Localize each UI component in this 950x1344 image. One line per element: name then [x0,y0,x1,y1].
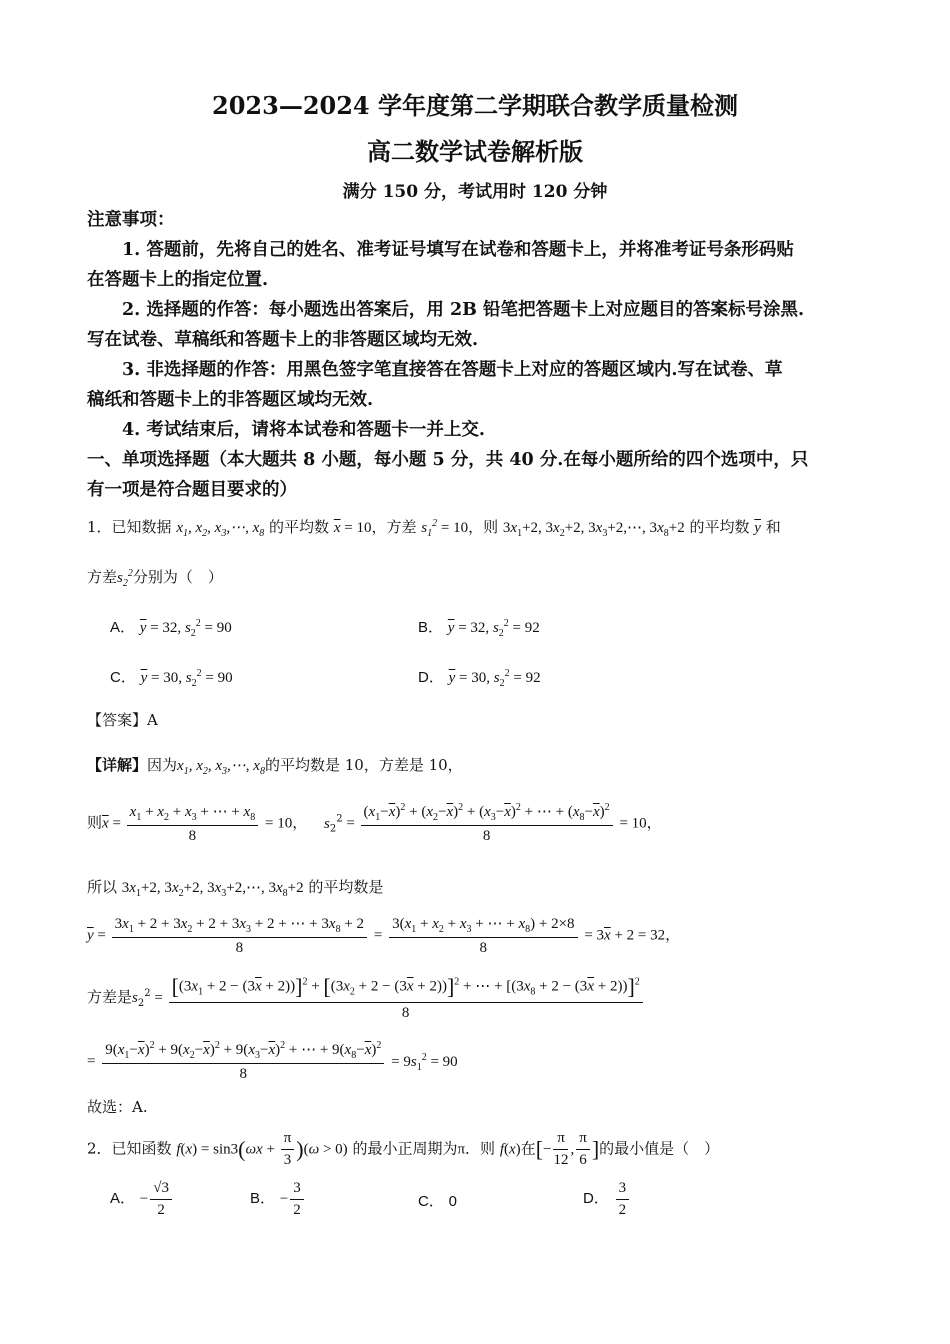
q1-choose: 故选：A. [87,1098,148,1116]
q1-so-text: 所以 [87,878,118,896]
q1-option-c-label: C． [110,669,136,686]
q1-line2-a: 方差 [87,568,118,586]
q2-option-d-value: $\frac{3}{2}$ [614,1191,632,1207]
note-2-line-2: 写在试卷、草稿纸和答题卡上的非答题区域均无效. [87,330,479,350]
note-1-line-2: 在答题卡上的指定位置. [87,270,269,290]
exam-title: 2023—2024 学年度第二学期联合教学质量检测 [212,91,738,120]
q1-var-text: ，方差 [371,518,417,536]
note-4: 4. 考试结束后，请将本试卷和答题卡一并上交. [122,420,485,440]
q1-option-a-value: $\overline{y} = 32$, $s_2^2 = 90$ [139,618,232,639]
q2-option-c[interactable] [418,1190,457,1211]
q1-option-a-label: A． [110,619,136,636]
q1-line2-b: 分别为（ ） [132,568,223,586]
q2-option-c-label: C． [418,1193,444,1210]
q1-then-text: ，则 [468,518,499,536]
note-3-line-2: 稿纸和答题卡上的非答题区域均无效. [87,390,374,410]
q1-option-d-label: D． [418,669,444,686]
q1-intro: 1．已知数据 [87,518,172,536]
q1-new-variance-formula: 方差是$s_2^2$ = $[(3x_1 + 2 - (3\overline{x} + 2))]^2 + [(3x_2 + 2 - (3\overline{x} + 2))]^2$ + ⋯ + $[(3x_8 + 2 - (3\overline{x} + 2))]^2$ 8 [87,974,645,1022]
q2-stem: 2．已知函数 f(x) = sin3(ωx + $\frac{\pi}{3}$ )(ω > 0) 的最小正周期为π．则 f(x)在[− $\frac{\pi}{12}$ , $\frac{\pi}{6}$ ]的最小值是（ ） [87,1130,720,1168]
q1-option-b[interactable] [418,616,540,639]
q2-option-b-value: − $\frac{3}{2}$ [280,1191,306,1207]
q1-option-c-value: $\overline{y} = 30$, $s_2^2 = 90$ [140,668,233,689]
q1-answer: 【答案】A [87,711,158,729]
q1-option-a[interactable] [110,616,232,639]
q2-then: ．则 [465,1139,496,1158]
q2-end: 的最小值是（ ） [599,1139,720,1158]
q1-detail-b: 的平均数是 10，方差是 10， [264,756,463,774]
note-1-line-1: 1. 答题前，先将自己的姓名、准考证号填写在试卷和答题卡上，并将准考证号条形码贴 [122,240,794,260]
q2-option-a-label: A． [110,1189,136,1207]
score-info: 满分 150 分，考试用时 120 分钟 [342,182,608,202]
q1-option-c[interactable] [110,666,233,689]
q2-option-c-value: 0 [448,1193,457,1210]
q1-option-d[interactable] [418,666,541,689]
q1-option-d-value: $\overline{y} = 30$, $s_2^2 = 92$ [448,668,541,689]
q1-stem-line-2: 方差$s_2^2$分别为（ ） [87,568,223,589]
q2-option-d[interactable] [583,1180,631,1219]
q1-new-mean-formula: $\overline{y}$ = $\frac{3x_1 + 2 + 3x_2 + 2 + 3x_3 + 2 + \cdots + 3x_8 + 2}{8}$ = $\frac{3(x_1 + x_2 + x_3 + \cdots + x_8) + 2\times 8}{8}$ = $3\overline{x} + 2 = 32$， [87,916,681,956]
note-3-line-1: 3. 非选择题的作答：用黑色签字笔直接答在答题卡上对应的答题区域内.写在试卷、草 [122,360,783,380]
q2-option-b[interactable] [250,1180,306,1219]
q1-option-b-value: $\overline{y} = 32$, $s_2^2 = 92$ [447,618,540,639]
q1-detail-a: 因为 [147,756,178,774]
q2-in: 在 [520,1139,536,1158]
q1-so-line: 所以 $3x_1+2$, $3x_2+2$, $3x_3+2,\cdots$, $3x_8+2$ 的平均数是 [87,878,384,899]
q1-and-text: 和 [765,518,781,536]
q1-then: 则 [87,813,103,832]
q1-mean-formula: 则$\overline{x}$ = $\frac{x_1 + x_2 + x_3 + \cdots + x_8}{8}$ = 10， $s_2^2$ = $\frac{(x_1-\overline{x})^2 + (x_2-\overline{x})^2 + (x_3-\overline{x})^2 + \cdots + (x_8-\overline{x})^2}{8}$ = 10， [87,802,662,844]
q1-option-b-label: B． [418,619,444,636]
q2-option-b-label: B． [250,1189,276,1207]
q1-so-end: 的平均数是 [308,878,384,896]
q2-mid: 的最小正周期为 [352,1139,458,1158]
exam-subtitle: 高二数学试卷解析版 [367,137,583,166]
q2-option-d-label: D． [583,1189,609,1207]
q2-intro: 2．已知函数 [87,1139,172,1158]
q1-detail-line-1: 【详解】因为$x_1$, $x_2$, $x_3,\cdots$, $x_8$的平均数是 10，方差是 10， [87,756,463,777]
q1-end-text: 的平均数 [689,518,750,536]
q2-option-a-value: − $\frac{√3}{2}$ [140,1191,174,1207]
q1-detail-label: 【详解】 [87,756,148,774]
notes-heading: 注意事项： [87,210,175,230]
note-2-line-1: 2. 选择题的作答：每小题选出答案后，用 2B 铅笔把答题卡上对应题目的答案标号涂黑. [122,300,805,320]
q1-stem-line-1: 1．已知数据 $x_1$, $x_2$, $x_3,\cdots$, $x_8$ 的平均数 $\overline{x} = 10$，方差 $s_1^2 = 10$，则 $3x_1+2$, $3x_2+2$, $3x_3+2,\cdots$, $3x_8+2$ 的平均数 $\overline{y}$ 和 [87,518,781,539]
q1-variance-result: = $\frac{9(x_1-\overline{x})^2 + 9(x_2-\overline{x})^2 + 9(x_3-\overline{x})^2 + \cdots + 9(x_8-\overline{x})^2}{8}$ = $9s_1^2 = 90$ [87,1040,458,1082]
q1-var-label: 方差是 [87,988,133,1006]
q2-option-a[interactable] [110,1180,174,1219]
q1-mean-text: 的平均数 [269,518,330,536]
section-1-line-2: 有一项是符合题目要求的） [87,480,297,500]
section-1-line-1: 一、单项选择题（本大题共 8 小题，每小题 5 分，共 40 分.在每小题所给的四个选项中，只 [87,450,809,470]
